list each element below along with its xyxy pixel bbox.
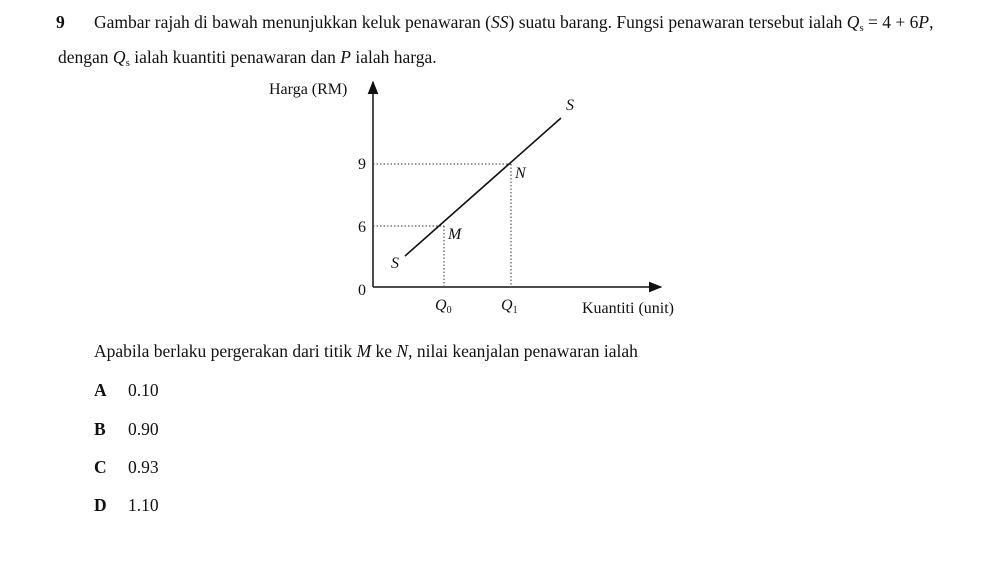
point-label-m: M	[448, 226, 462, 243]
curve-label-s-start: S	[391, 255, 399, 272]
y-tick-9: 9	[358, 156, 366, 173]
option-c[interactable]: C 0.93	[94, 457, 159, 477]
y-tick-0: 0	[358, 282, 366, 299]
option-a[interactable]: A 0.10	[94, 380, 159, 400]
option-d[interactable]: D 1.10	[94, 495, 159, 515]
y-axis-label: Harga (RM)	[269, 81, 348, 98]
x-tick-q0: Q0	[435, 297, 452, 316]
y-tick-6: 6	[358, 219, 366, 236]
x-axis-label: Kuantiti (unit)	[582, 300, 674, 317]
option-b[interactable]: B 0.90	[94, 419, 159, 439]
question-stem: Apabila berlaku pergerakan dari titik M ke N, nilai keanjalan penawaran ialah	[94, 341, 638, 361]
curve-label-s-end: S	[566, 97, 574, 114]
point-label-n: N	[515, 165, 526, 182]
question-text: Gambar rajah di bawah menunjukkan keluk penawaran (SS) suatu barang. Fungsi penawaran tersebut ialah $Q_s = 4 + 6P$, dengan $Q_s$ ialah kuantiti penawaran dan P ialah harga.	[58, 12, 934, 69]
x-tick-q1: Q1	[501, 297, 518, 316]
question-number: 9	[56, 12, 65, 32]
supply-curve-ss	[405, 118, 561, 256]
